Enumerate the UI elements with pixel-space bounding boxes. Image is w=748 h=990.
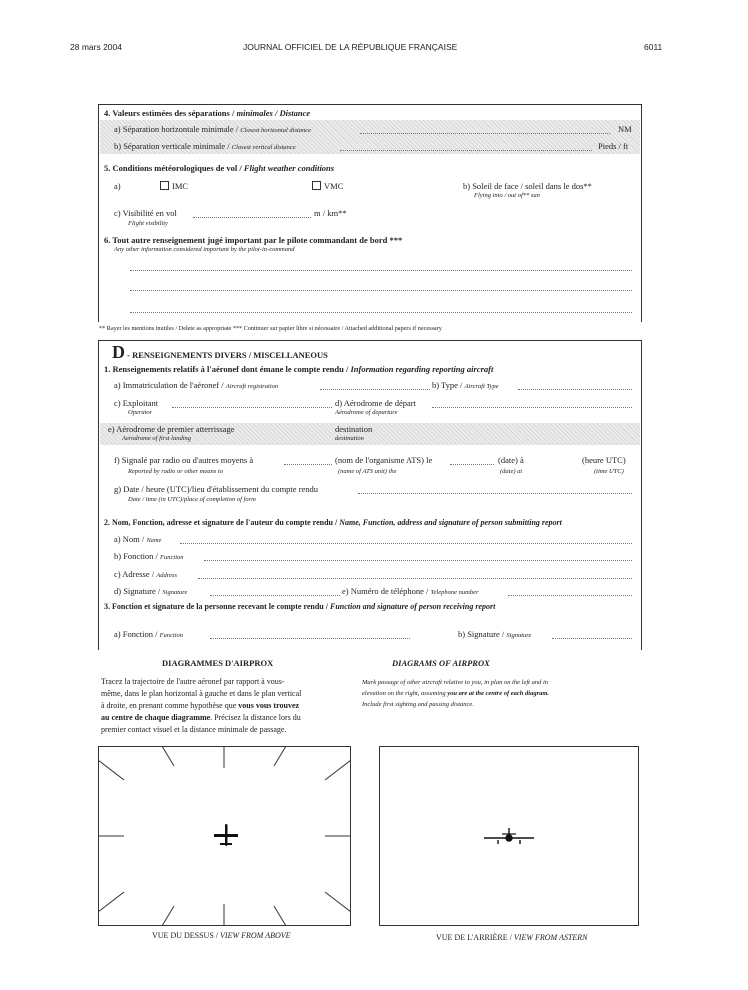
section5-c: c) Visibilité en vol — [114, 208, 177, 218]
address-field[interactable] — [198, 578, 632, 579]
section5-title: 5. Conditions météorologiques de vol / Flight weather conditions — [104, 163, 335, 173]
section4-title: 4. Valeurs estimées des séparations / minimales / Distance — [104, 108, 311, 118]
diagrams-text-fr-5: premier contact visuel et la distance minimale de passage. — [101, 725, 287, 734]
d-e-dest-en: destination — [335, 435, 364, 442]
section5-a: a) — [114, 181, 121, 191]
d-e-dest: destination — [335, 424, 373, 434]
d-f-en: Reported by radio or other means to — [128, 468, 223, 475]
aircraft-top-icon — [213, 824, 239, 846]
reported-to-field[interactable] — [284, 464, 332, 465]
imc-option[interactable]: IMC — [160, 181, 188, 191]
aircraft-rear-icon — [484, 828, 534, 846]
completion-field[interactable] — [358, 493, 632, 494]
other-info-line-3[interactable] — [130, 312, 632, 313]
signature-field[interactable] — [210, 595, 340, 596]
report-date-field[interactable] — [450, 464, 494, 465]
diagrams-title-fr: DIAGRAMMES D'AIRPROX — [162, 658, 274, 668]
operator-field[interactable] — [172, 407, 332, 408]
diagrams-text-fr-2: même, dans le plan horizontal à gauche et dans le plan vertical — [101, 689, 302, 698]
vmc-checkbox[interactable] — [312, 181, 321, 190]
aircraft-type-field[interactable] — [518, 389, 632, 390]
vmc-option[interactable]: VMC — [312, 181, 343, 191]
other-info-line-2[interactable] — [130, 290, 632, 291]
d-f4-en: (time UTC) — [594, 468, 624, 475]
visibility-field[interactable] — [193, 217, 311, 218]
section5-b-en: Flying into / out of** sun — [474, 192, 540, 199]
diagrams-text-en-2: elevation on the right, assuming you are at the centre of each diagram. — [362, 690, 550, 697]
n-b: b) Fonction / Function — [114, 551, 184, 561]
section-d-2-title: 2. Nom, Fonction, adresse et signature de l'auteur du compte rendu / Name, Function, address and signature of person submitting report — [104, 518, 562, 527]
d-f2-en: (name of ATS unit) the — [338, 468, 397, 475]
n-a: a) Nom / Name — [114, 534, 162, 544]
d-d-en: Aérodrome of departure — [335, 409, 398, 416]
section-d-title: D - RENSEIGNEMENTS DIVERS / MISCELLANEOUS — [112, 342, 328, 362]
function-field[interactable] — [204, 560, 632, 561]
d-f: f) Signalé par radio ou d'autres moyens à — [114, 455, 254, 465]
departure-field[interactable] — [432, 407, 632, 408]
name-field[interactable] — [180, 543, 632, 544]
section-d-1-title: 1. Renseignements relatifs à l'aéronef dont émane le compte rendu / Information regarding reporting aircraft — [104, 364, 494, 374]
diagrams-text-fr-4: au centre de chaque diagramme. Précisez la distance lors du — [101, 713, 301, 722]
d-b: b) Type / Aircraft Type — [432, 380, 499, 390]
section5-b: b) Soleil de face / soleil dans le dos** — [463, 181, 592, 191]
footnote: ** Rayer les mentions inutiles / Delete as appropriate *** Continuer sur papier libre si nécessaire / Attached additional papers if necessary — [99, 325, 442, 332]
page-number: 6011 — [644, 42, 663, 52]
telephone-field[interactable] — [508, 595, 632, 596]
section6-title: 6. Tout autre renseignement jugé important par le pilote commandant de bord *** — [104, 235, 403, 245]
diagrams-title-en: DIAGRAMS OF AIRPROX — [392, 658, 490, 668]
section6-en: Any other information considered important by the pilot-in-command — [114, 246, 295, 253]
imc-checkbox[interactable] — [160, 181, 169, 190]
section-d-3-title: 3. Fonction et signature de la personne recevant le compte rendu / Function and signature of person receiving report — [104, 602, 496, 611]
journal-title: JOURNAL OFFICIEL DE LA RÉPUBLIQUE FRANÇAISE — [243, 42, 458, 52]
section4-a: a) Séparation horizontale minimale / Closest horizontal distance — [114, 124, 312, 134]
diagrams-text-fr-1: Tracez la trajectoire de l'autre aéronef par rapport à vous- — [101, 677, 285, 686]
n-d: d) Signature / Signature — [114, 586, 188, 596]
registration-field[interactable] — [320, 389, 430, 390]
receiver-function-field[interactable] — [210, 638, 410, 639]
diagrams-text-en-3: Include first sighting and passing distance. — [362, 701, 474, 708]
section5-c-en: Flight visibility — [128, 220, 168, 227]
d-a: a) Immatriculation de l'aéronef / Aircraft registration — [114, 380, 279, 390]
section4-a-line — [360, 133, 610, 134]
d-f4: (heure UTC) — [582, 455, 626, 465]
d-d: d) Aérodrome de départ — [335, 398, 416, 408]
other-info-line-1[interactable] — [130, 270, 632, 271]
n-e: e) Numéro de téléphone / Telephone number — [342, 586, 479, 596]
diagrams-text-fr-3: à droite, en prenant comme hypothèse que vous vous trouvez — [101, 701, 300, 710]
d-e: e) Aérodrome de premier atterrissage — [108, 424, 235, 434]
n-c: c) Adresse / Address — [114, 569, 177, 579]
diagrams-text-en-1: Mark passage of other aircraft relative to you, in plan on the left and in — [362, 679, 549, 686]
section5-c-unit: m / km** — [314, 208, 347, 218]
r-a: a) Fonction / Function — [114, 629, 184, 639]
header-date: 28 mars 2004 — [70, 42, 122, 52]
d-c: c) Exploitant — [114, 398, 159, 408]
left-caption: VUE DU DESSUS / VIEW FROM ABOVE — [152, 931, 291, 940]
section4-b-line — [340, 150, 592, 151]
receiver-signature-field[interactable] — [552, 638, 632, 639]
section4-b: b) Séparation verticale minimale / Closest vertical distance — [114, 141, 296, 151]
r-b: b) Signature / Signature — [458, 629, 532, 639]
section4-b-unit: Pieds / ft — [598, 141, 629, 151]
d-c-en: Operator — [128, 409, 153, 416]
d-g: g) Date / heure (UTC)/lieu d'établissement du compte rendu — [114, 484, 319, 494]
d-f3: (date) à — [498, 455, 524, 465]
d-f2: (nom de l'organisme ATS) le — [335, 455, 433, 465]
d-g-en: Date / time (in UTC)/place of completion of form — [128, 496, 256, 503]
section4-a-unit: NM — [618, 124, 632, 134]
right-caption: VUE DE L'ARRIÈRE / VIEW FROM ASTERN — [436, 933, 588, 942]
d-f3-en: (date) at — [500, 468, 523, 475]
d-e-en: Aerodrome of first landing — [122, 435, 192, 442]
